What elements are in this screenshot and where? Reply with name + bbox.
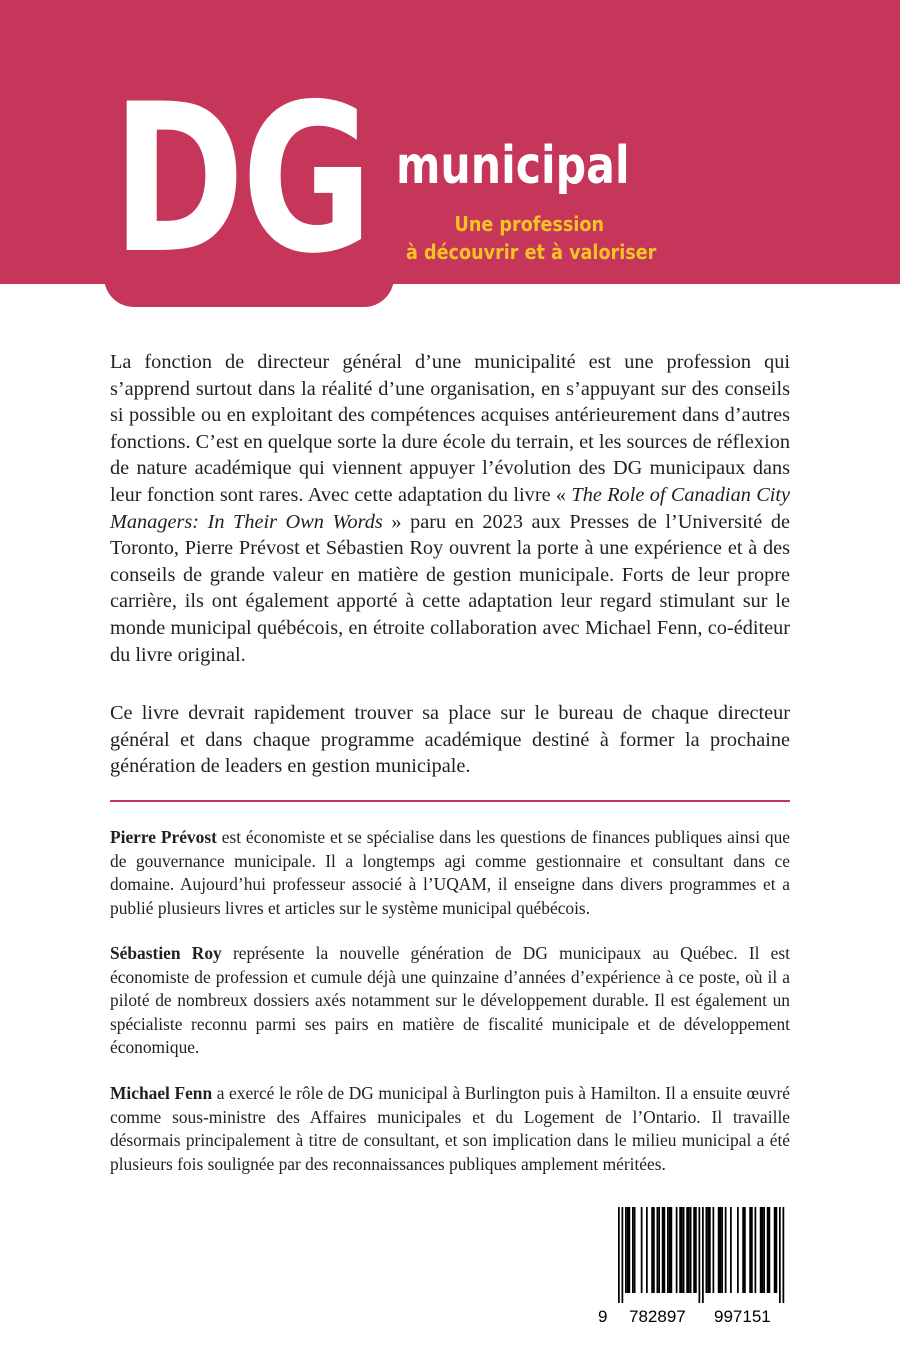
author-bio-text: a exercé le rôle de DG municipal à Burlington puis à Hamilton. Il a ensuite œuvré comme sous-ministre des Affaires municipales et du Logement de l’Ontario. Il travaille désormais principalement à titre de consultant, et son implication dans le milieu municipal a été plusieurs fois soulignée par des reconnaissances publiques amplement méritées. xyxy=(110,1083,790,1174)
barcode-bar xyxy=(767,1207,769,1293)
barcode-bar xyxy=(676,1207,678,1293)
barcode-bar xyxy=(667,1207,669,1293)
barcode-bar xyxy=(702,1207,704,1303)
barcode-bar xyxy=(634,1207,636,1293)
barcode-bar xyxy=(632,1207,634,1293)
barcode-bar xyxy=(657,1207,659,1293)
barcode-bar xyxy=(760,1207,762,1293)
barcode-bar xyxy=(706,1207,708,1293)
barcode-bar xyxy=(662,1207,664,1293)
barcode-bar xyxy=(721,1207,723,1293)
barcode-bar xyxy=(755,1207,757,1293)
barcode-bar xyxy=(669,1207,671,1293)
author-name: Michael Fenn xyxy=(110,1083,213,1103)
barcode-bar xyxy=(646,1207,648,1293)
barcode-bar xyxy=(779,1207,781,1303)
barcode-bar xyxy=(776,1207,778,1293)
barcode-lead-digit: 9 xyxy=(598,1307,608,1326)
original-book-title: The Role of Canadian City Managers: In Their Own Words xyxy=(110,483,790,533)
barcode-bar xyxy=(681,1207,683,1293)
barcode-bar xyxy=(658,1207,660,1293)
barcode-bar xyxy=(690,1207,692,1293)
barcode-bar xyxy=(718,1207,720,1293)
barcode-bar xyxy=(625,1207,627,1293)
author-bio-prevost xyxy=(110,826,790,920)
barcode-bar xyxy=(749,1207,751,1293)
barcode-bar xyxy=(707,1207,709,1293)
barcode-bar xyxy=(737,1207,739,1293)
barcode-bar xyxy=(695,1207,697,1293)
author-bio-text: représente la nouvelle génération de DG municipaux au Québec. Il est économiste de profession et cumule déjà une quinzaine d’années d’expérience à ce poste, où il a piloté de nombreux dossiers axés notamment sur le développement durable. Il est également un spécialiste reconnu parmi ses pairs en matière de fiscalité municipale et de développement économique. xyxy=(110,943,791,1058)
barcode-bar xyxy=(653,1207,655,1293)
barcode-bar xyxy=(683,1207,685,1293)
barcode-bar xyxy=(627,1207,629,1293)
barcode-bars xyxy=(596,1205,792,1305)
logo-municipal: municipal xyxy=(396,136,630,196)
barcode-bar xyxy=(742,1207,744,1293)
barcode-bar xyxy=(651,1207,653,1293)
barcode-bar xyxy=(774,1207,776,1293)
author-bio-text: est économiste et se spécialise dans les questions de finances publiques ainsi que de gouvernance municipale. Il a longtemps agi comme gestionnaire et consultant dans ce domaine. Aujourd’hui professeur associé à l’UQAM, il enseigne dans divers programmes et a publié plusieurs livres et articles sur le système municipal québécois. xyxy=(110,827,790,918)
barcode-bar xyxy=(686,1207,688,1293)
barcode-bar xyxy=(688,1207,690,1293)
description-text-1a: La fonction de directeur général d’une municipalité est une profession qui s’apprend surtout dans la réalité d’une organisation, en s’appuyant sur des conseils si possible ou en exploitant des compétences acquises antérieurement dans d’autres fonctions. C’est en quelque sorte la dure école du terrain, et les sources de réflexion de nature académique qui viennent appuyer l’évolution des DG municipaux dans leur fonction sont rares. Avec cette adaptation du livre « xyxy=(110,351,790,506)
barcode-bar xyxy=(751,1207,753,1293)
barcode-bar xyxy=(725,1207,727,1293)
barcode-bar xyxy=(629,1207,631,1293)
barcode-bar xyxy=(730,1207,732,1293)
barcode-bar xyxy=(769,1207,771,1293)
barcode-bar xyxy=(762,1207,764,1293)
barcode-bar xyxy=(664,1207,666,1293)
description-text-1b: » paru en 2023 aux Presses de l’Université de Toronto, Pierre Prévost et Sébastien Roy ouvrent la porte à une expérience et à des conseils de grande valeur en matière de gestion municipale. Forts de leur propre carrière, ils ont également apporté à cette adaptation leur regard stimulant sur le monde municipal québécois, en étroite collaboration avec Michael Fenn, co-éditeur du livre original. xyxy=(110,510,790,666)
isbn-barcode xyxy=(596,1205,792,1331)
barcode-bar xyxy=(618,1207,620,1303)
barcode-bar xyxy=(693,1207,695,1293)
logo-dg: DG xyxy=(112,61,370,299)
barcode-bar xyxy=(744,1207,746,1293)
description-paragraph-1 xyxy=(110,349,790,668)
subtitle-line-1: Une profession xyxy=(454,212,604,236)
barcode-bar xyxy=(641,1207,643,1293)
barcode-digits-right: 997151 xyxy=(714,1307,771,1326)
barcode-bar xyxy=(783,1207,785,1303)
description-paragraph-2: Ce livre devrait rapidement trouver sa place sur le bureau de chaque directeur général et dans chaque programme académique destiné à former la prochaine génération de leaders en gestion municipale. xyxy=(110,702,790,778)
barcode-bar xyxy=(679,1207,681,1293)
barcode-bar xyxy=(713,1207,715,1293)
author-name: Sébastien Roy xyxy=(110,943,222,963)
barcode-bar xyxy=(720,1207,722,1293)
barcode-bar xyxy=(763,1207,765,1293)
subtitle xyxy=(406,210,657,266)
author-bio-roy xyxy=(110,942,790,1060)
barcode-bar xyxy=(709,1207,711,1293)
author-name: Pierre Prévost xyxy=(110,827,217,847)
author-bio-fenn xyxy=(110,1082,790,1176)
subtitle-line-2: à découvrir et à valoriser xyxy=(406,240,657,264)
barcode-bar xyxy=(622,1207,624,1303)
barcode-bar xyxy=(699,1207,701,1303)
barcode-digits-left: 782897 xyxy=(629,1307,686,1326)
section-divider xyxy=(110,800,790,802)
barcode-bar xyxy=(671,1207,673,1293)
